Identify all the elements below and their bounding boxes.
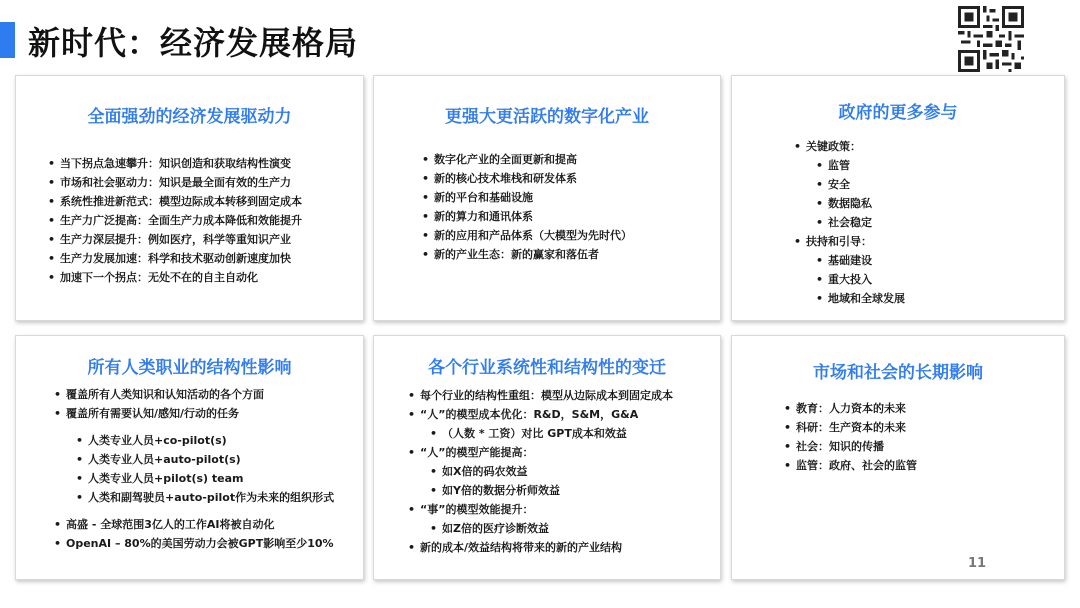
card-title: 全面强劲的经济发展驱动力 bbox=[87, 107, 292, 127]
card-title: 各个行业系统性和结构性的变迁 bbox=[428, 358, 666, 378]
list-item: • 重大投入 bbox=[828, 270, 905, 289]
list-item: • 每个行业的结构性重组：模型从边际成本到固定成本 bbox=[420, 386, 673, 405]
list-item: • 如Y倍的数据分析师效益 bbox=[442, 481, 673, 500]
list-item: • 市场和社会驱动力：知识是最全面有效的生产力 bbox=[60, 173, 302, 192]
list-item: • 新的算力和通讯体系 bbox=[434, 207, 632, 226]
bullet-list bbox=[60, 154, 302, 287]
list-item: • 人类专业人员+co-pilot(s) bbox=[88, 431, 334, 450]
list-item: • 人类专业人员+auto-pilot(s) bbox=[88, 450, 334, 469]
bullet-list bbox=[420, 386, 673, 557]
list-item: • 安全 bbox=[828, 175, 905, 194]
list-item: • 地域和全球发展 bbox=[828, 289, 905, 308]
list-item: • 覆盖所有需要认知/感知/行动的任务 bbox=[66, 404, 334, 423]
title-accent-bar bbox=[0, 22, 15, 58]
list-item: • 关键政策： bbox=[806, 137, 905, 156]
card-title: 更强大更活跃的数字化产业 bbox=[445, 107, 649, 127]
list-item: • 社会稳定 bbox=[828, 213, 905, 232]
list-item: • 教育：人力资本的未来 bbox=[796, 399, 917, 418]
list-item: • 如Z倍的医疗诊断效益 bbox=[442, 519, 673, 538]
qr-code-icon[interactable] bbox=[958, 6, 1024, 72]
card-market-society bbox=[731, 335, 1065, 580]
list-item: • 生产力广泛提高：全面生产力成本降低和效能提升 bbox=[60, 211, 302, 230]
card-economic-drivers bbox=[15, 75, 364, 321]
list-item: • 数字化产业的全面更新和提高 bbox=[434, 150, 632, 169]
card-digital-industry bbox=[373, 75, 721, 321]
card-title: 所有人类职业的结构性影响 bbox=[87, 358, 292, 378]
list-item: • 新的产业生态：新的赢家和落伍者 bbox=[434, 245, 632, 264]
page-title: 新时代：经济发展格局 bbox=[28, 24, 359, 62]
list-item: • 监管：政府、社会的监管 bbox=[796, 456, 917, 475]
card-government bbox=[731, 75, 1065, 321]
list-item: • （人数 * 工资）对比 GPT成本和效益 bbox=[442, 424, 673, 443]
list-item: • 基础建设 bbox=[828, 251, 905, 270]
list-item: • 新的核心技术堆栈和研发体系 bbox=[434, 169, 632, 188]
list-item: • 人类和副驾驶员+auto-pilot作为未来的组织形式 bbox=[88, 488, 334, 507]
list-item: • 加速下一个拐点：无处不在的自主自动化 bbox=[60, 268, 302, 287]
bullet-list bbox=[796, 399, 917, 475]
list-item: • 系统性推进新范式：模型边际成本转移到固定成本 bbox=[60, 192, 302, 211]
list-item: • 生产力发展加速：科学和技术驱动创新速度加快 bbox=[60, 249, 302, 268]
list-item: • 覆盖所有人类知识和认知活动的各个方面 bbox=[66, 385, 334, 404]
page-number: 11 bbox=[968, 556, 987, 571]
bullet-list bbox=[434, 150, 632, 264]
card-occupations bbox=[15, 335, 364, 580]
list-item: • “事”的模型效能提升： bbox=[420, 500, 673, 519]
card-title: 市场和社会的长期影响 bbox=[813, 363, 983, 383]
list-item: • 监管 bbox=[828, 156, 905, 175]
bullet-list bbox=[806, 137, 905, 308]
list-item: • 生产力深层提升：例如医疗，科学等重知识产业 bbox=[60, 230, 302, 249]
card-industry-change bbox=[373, 335, 721, 580]
list-item: • OpenAI – 80%的美国劳动力会被GPT影响至少10% bbox=[66, 534, 334, 553]
list-item: • 新的应用和产品体系（大模型为先时代） bbox=[434, 226, 632, 245]
list-item: • 高盛 - 全球范围3亿人的工作AI将被自动化 bbox=[66, 515, 334, 534]
list-item: • 科研：生产资本的未来 bbox=[796, 418, 917, 437]
list-item: • 扶持和引导： bbox=[806, 232, 905, 251]
list-item: • 人类专业人员+pilot(s) team bbox=[88, 469, 334, 488]
card-title: 政府的更多参与 bbox=[838, 103, 958, 123]
list-item: • 新的成本/效益结构将带来的新的产业结构 bbox=[420, 538, 673, 557]
list-item: • 如X倍的码农效益 bbox=[442, 462, 673, 481]
bullet-list bbox=[66, 385, 334, 553]
list-item: • 新的平台和基础设施 bbox=[434, 188, 632, 207]
list-item: • “人”的模型成本优化：R&D，S&M，G&A bbox=[420, 405, 673, 424]
list-item: • 数据隐私 bbox=[828, 194, 905, 213]
list-item: • “人”的模型产能提高： bbox=[420, 443, 673, 462]
list-item: • 当下拐点急速攀升：知识创造和获取结构性演变 bbox=[60, 154, 302, 173]
list-item: • 社会：知识的传播 bbox=[796, 437, 917, 456]
